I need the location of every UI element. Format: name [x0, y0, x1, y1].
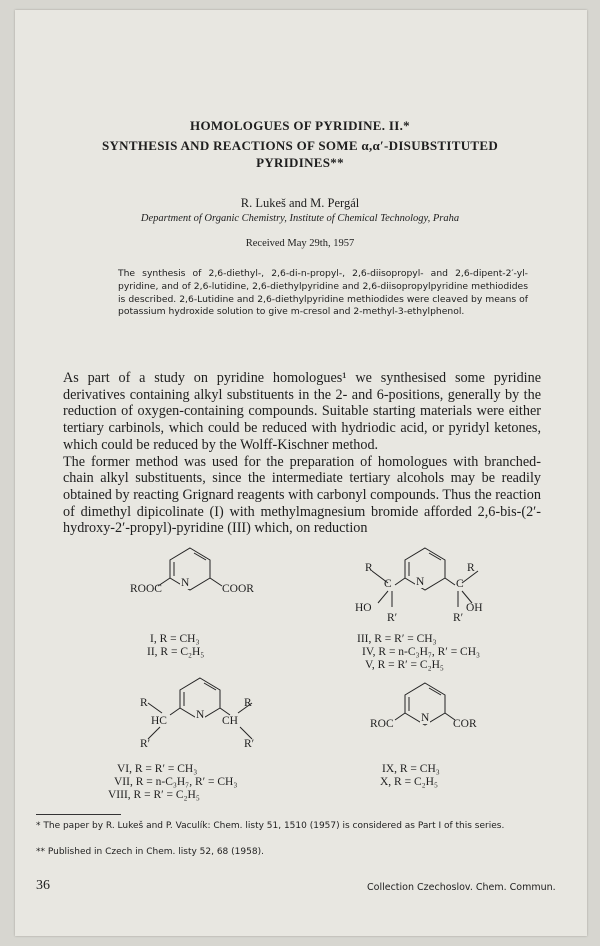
s3-ch: CH: [222, 715, 238, 727]
title-line-3: PYRIDINES**: [256, 155, 344, 170]
s3-rp-left: R′: [140, 738, 151, 750]
s3-hc: HC: [151, 715, 167, 727]
s1-right-group: COOR: [222, 583, 254, 595]
pyridine-ring-4: [370, 680, 490, 740]
s2-ho: HO: [355, 602, 372, 614]
s1-left-group: ROOC: [130, 583, 162, 595]
department: Department of Organic Chemistry, Institute of Chemical Technology, Praha: [140, 213, 460, 224]
s2-c-right: C: [456, 578, 464, 590]
title-line-2: SYNTHESIS AND REACTIONS OF SOME α,α′-DISUBSTITUTED: [101, 138, 499, 153]
authors: R. Lukeš and M. Pergál: [240, 196, 360, 210]
s4-left-group: ROC: [370, 718, 394, 730]
received-date: Received May 29th, 1957: [245, 238, 355, 249]
body-text: [63, 370, 541, 537]
s2-oh: OH: [466, 602, 483, 614]
title-line-1: HOMOLOGUES OF PYRIDINE. II.*: [190, 118, 410, 133]
page-number: 36: [36, 878, 50, 893]
s4-caption-2: X, R = C₂H₅: [380, 776, 438, 788]
s2-caption-1: III, R = R′ = CH₃: [357, 633, 437, 645]
s2-caption-2: IV, R = n-C₃H₇, R′ = CH₃: [362, 646, 481, 658]
s2-caption-3: V, R = R′ = C₂H₅: [365, 659, 444, 671]
paragraph-1: As part of a study on pyridine homologues¹ we synthesised some pyridine derivatives containing alkyl substituents in the 2- and 6-positions, generally by the reduction of oxygen-containing compounds. Suitable starting materials were either tertiary carbinols, which could be reduced with hydriodic acid, or pyridyl ketones, which could be reduced by the Wolff-Kischner method.: [63, 370, 541, 453]
s2-c-left: C: [384, 578, 392, 590]
pyridine-ring-2: [350, 545, 500, 635]
s3-caption-2: VII, R = n-C₃H₇, R′ = CH₃: [114, 776, 238, 788]
structure-carbinol: [350, 545, 500, 639]
footnote-rule: [36, 814, 121, 815]
s4-caption-1: IX, R = CH₃: [382, 763, 440, 775]
s4-right-group: COR: [453, 718, 477, 730]
s1-caption-1: I, R = CH₃: [150, 633, 200, 645]
pyridine-ring-1: [130, 545, 270, 605]
s3-r-right: R: [244, 697, 252, 709]
structure-diester: [130, 545, 270, 609]
s2-r-left: R: [365, 562, 373, 574]
s3-caption-3: VIII, R = R′ = C₂H₅: [108, 789, 200, 801]
journal-name: Collection Czechoslov. Chem. Commun.: [367, 882, 556, 893]
footnote-2: ** Published in Czech in Chem. listy 52, 68 (1958).: [36, 847, 264, 857]
s3-caption-1: VI, R = R′ = CH₃: [117, 763, 198, 775]
s3-r-left: R: [140, 697, 148, 709]
s2-n: N: [416, 576, 425, 588]
s1-caption-2: II, R = C₂H₅: [147, 646, 205, 658]
paragraph-2: The former method was used for the preparation of homologues with branched-chain alkyl substituents, since the intermediate tertiary alcohols may be readily obtained by reacting Grignard reagents with carbonyl compounds. Thus the reaction of dimethyl dipicolinate (I) with methylmagnesium bromide afforded 2,6-bis-(2′-hydroxy-2′-propyl)-pyridine (III) which, on reduction: [63, 453, 541, 537]
footnote-1: * The paper by R. Lukeš and P. Vaculík: Chem. listy 51, 1510 (1957) is considered as Part I of this series.: [36, 821, 505, 831]
s3-rp-right: R′: [244, 738, 255, 750]
s2-r-right: R: [467, 562, 475, 574]
s3-n: N: [196, 709, 205, 721]
s4-n: N: [421, 712, 430, 724]
s2-rp-right: R′: [453, 612, 464, 624]
s1-n: N: [181, 577, 190, 589]
s2-rp-left: R′: [387, 612, 398, 624]
abstract: The synthesis of 2,6-diethyl-, 2,6-di-n-propyl-, 2,6-diisopropyl- and 2,6-dipent-2′-yl-pyridine, and of 2,6-lutidine, 2,6-diethylpyridine and 2,6-diisopropylpyridine methiodides is described. 2,6-Lutidine and 2,6-diethylpyridine methiodides were cleaved by means of potassium hydroxide solution to give m-cresol and 2-methyl-3-ethylphenol.: [118, 268, 528, 318]
